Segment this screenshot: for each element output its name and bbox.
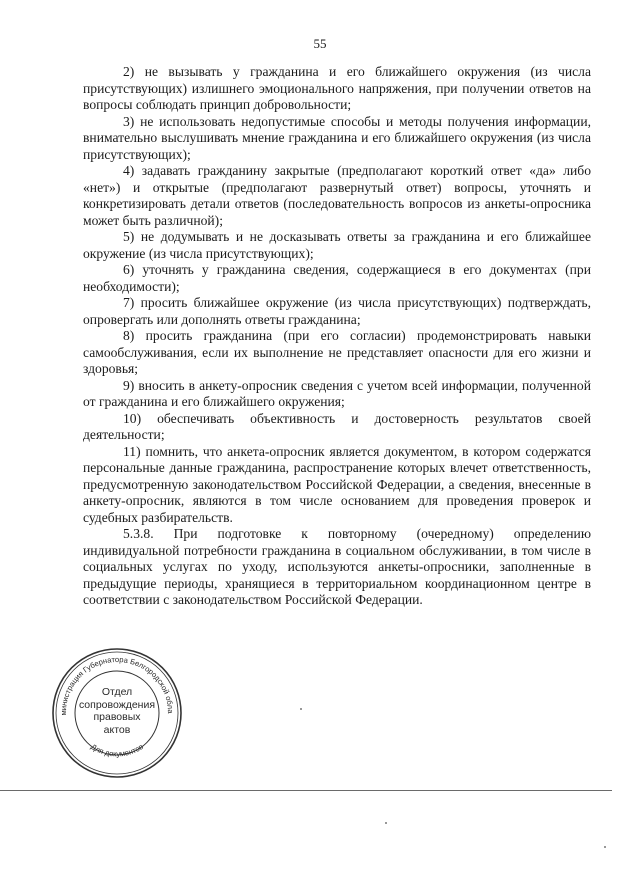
document-body	[83, 64, 591, 609]
stamp-text	[72, 686, 162, 736]
svg-text:Для документов	[89, 742, 145, 758]
stamp-line: сопровождения	[78, 698, 156, 711]
official-stamp	[50, 646, 184, 780]
paragraph: 11) помнить, что анкета-опросник является документом, в котором содержатся персональные данные гражданина, распространение которых влечет ответственность, предусмотренную законодательством Российской Федерации, а сведения, внесенные в анкету-опросник, являются в том числе основанием для проведения проверок и судебных разбирательств.	[83, 443, 591, 525]
paragraph: 3) не использовать недопустимые способы и методы получения информации, внимательно выслушивать мнение гражданина и его ближайшего окружения (из числа присутствующих);	[83, 113, 591, 162]
paragraph: 2) не вызывать у гражданина и его ближайшего окружения (из числа присутствующих) излишнего эмоционального напряжения, при получении ответов на вопросы соблюдать принцип добровольности;	[83, 64, 591, 112]
stamp-line: правовых	[93, 711, 141, 723]
paragraph: 8) просить гражданина (при его согласии) продемонстрировать навыки самообслуживания, если их выполнение не представляет опасности для его жизни и здоровья;	[83, 328, 591, 376]
stamp-line: Отдел	[101, 686, 133, 698]
paragraph: 10) обеспечивать объективность и достоверность результатов своей деятельности;	[83, 410, 591, 442]
page-divider	[0, 790, 612, 791]
paragraph: 7) просить ближайшее окружение (из числа присутствующих) подтверждать, опровергать или дополнять ответы гражданина;	[83, 295, 591, 327]
scan-speck	[604, 846, 606, 848]
scan-speck	[300, 708, 302, 710]
paragraph: 5.3.8. При подготовке к повторному (очередному) определению индивидуальной потребности гражданина в социальном обслуживании, в том числе в социальных услугах по уходу, используются анкеты-опросники, заполненные в предыдущие периоды, хранящиеся в территориальном координационном центре в соответствии с законодательством Российской Федерации.	[83, 526, 591, 607]
paragraph: 4) задавать гражданину закрытые (предполагают короткий ответ «да» либо «нет») и открытые (предполагают развернутый ответ) вопросы, уточнять и конкретизировать детали ответов (последовательность вопросов из анкеты-опросника может быть различной);	[83, 163, 591, 228]
stamp-ring-text: министрация Губернатора Белгородской обла	[58, 654, 176, 716]
paragraph: 6) уточнять у гражданина сведения, содержащиеся в его документах (при необходимости);	[83, 262, 591, 294]
paragraph: 9) вносить в анкету-опросник сведения с учетом всей информации, полученной от гражданина и его ближайшего окружения;	[83, 377, 591, 409]
page-number: 55	[313, 36, 327, 51]
stamp-ring-text-bottom: Для документов	[89, 742, 145, 759]
scan-speck	[385, 822, 387, 824]
paragraph: 5) не додумывать и не досказывать ответы за гражданина и его ближайшее окружение (из числа присутствующих);	[83, 229, 591, 261]
stamp-line: актов	[103, 723, 131, 736]
